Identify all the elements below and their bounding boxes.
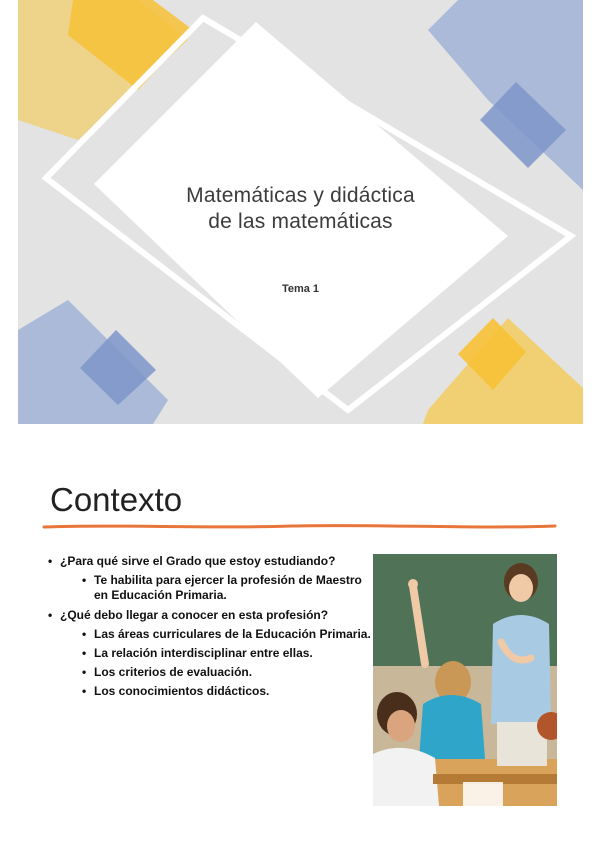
title-line-1: Matemáticas y didáctica <box>186 184 415 207</box>
list-item: • Te habilita para ejercer la profesión de Maestro en Educación Primaria. <box>82 573 373 603</box>
list-item <box>48 554 373 603</box>
slide-title: Contexto <box>50 481 183 518</box>
slide-title <box>18 183 583 235</box>
classroom-illustration <box>373 554 557 806</box>
classroom-photo <box>373 554 557 806</box>
list-item: • La relación interdisciplinar entre ellas. <box>82 646 373 661</box>
title-line-2: de las matemáticas <box>208 210 393 233</box>
slide-subtitle: Tema 1 <box>281 283 320 295</box>
bullet-text: ¿Para qué sirve el Grado que estoy estudiando? <box>60 554 336 568</box>
bullet-list <box>48 554 373 704</box>
list-item: • Los criterios de evaluación. <box>82 665 373 680</box>
context-slide <box>18 450 583 830</box>
list-item <box>48 608 373 699</box>
list-item: • Los conocimientos didácticos. <box>82 684 373 699</box>
title-underline <box>42 522 557 532</box>
title-slide <box>18 0 583 424</box>
list-item: • Las áreas curriculares de la Educación Primaria. <box>82 627 373 642</box>
bullet-text: ¿Qué debo llegar a conocer en esta profesión? <box>60 608 329 622</box>
